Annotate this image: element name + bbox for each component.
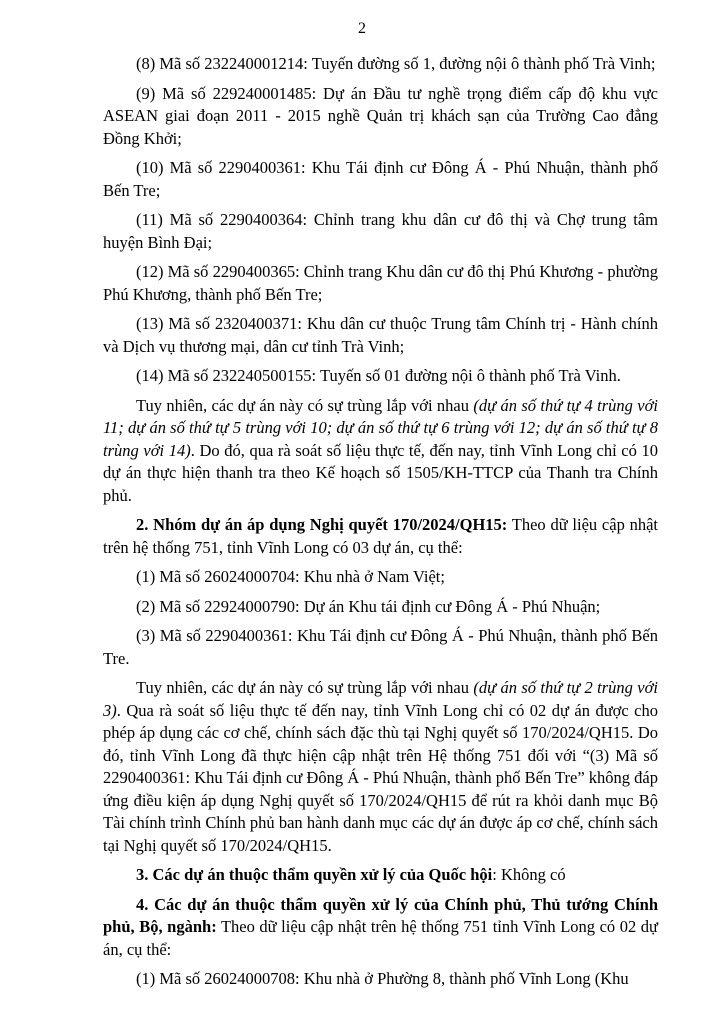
project-item-11: (11) Mã số 2290400364: Chỉnh trang khu dân cư đô thị và Chợ trung tâm huyện Bình Đại; — [103, 210, 658, 252]
project-item-13: (13) Mã số 2320400371: Khu dân cư thuộc Trung tâm Chính trị - Hành chính và Dịch vụ thương mại, dân cư tỉnh Trà Vinh; — [103, 314, 658, 356]
section-3-paragraph — [103, 864, 658, 887]
project-item-9: (9) Mã số 229240001485: Dự án Đầu tư nghề trọng điểm cấp độ khu vực ASEAN giai đoạn 2011 - 2015 nghề Quản trị khách sạn của Trường Cao đẳng Đồng Khởi; — [103, 83, 658, 148]
resolution-project-3: (3) Mã số 2290400361: Khu Tái định cư Đông Á - Phú Nhuận, thành phố Bến Tre. — [103, 626, 658, 668]
section-2-heading: 2. Nhóm dự án áp dụng Nghị quyết 170/2024/QH15: — [136, 515, 508, 534]
section-2-heading-paragraph — [103, 514, 658, 559]
resolution-overlap-paragraph — [103, 677, 658, 857]
project-item-8: (8) Mã số 232240001214: Tuyến đường số 1, đường nội ô thành phố Trà Vinh; — [136, 54, 656, 73]
overlap-note-text: Tuy nhiên, các dự án này có sự trùng lắp với nhau — [136, 395, 474, 415]
project-item-12: (12) Mã số 2290400365: Chỉnh trang Khu dân cư đô thị Phú Khương - phường Phú Khương, thành phố Bến Tre; — [103, 262, 658, 304]
section-3-heading: 3. Các dự án thuộc thẩm quyền xử lý của Quốc hội — [136, 865, 493, 884]
resolution-overlap-italic: (dự án số thứ tự 2 trùng với 3) — [103, 678, 658, 720]
section-4-paragraph — [103, 894, 658, 962]
project-item-14: (14) Mã số 232240500155: Tuyến số 01 đường nội ô thành phố Trà Vinh. — [136, 366, 621, 385]
project-item-10: (10) Mã số 2290400361: Khu Tái định cư Đông Á - Phú Nhuận, thành phố Bến Tre; — [103, 158, 658, 200]
section-4-intro: Theo dữ liệu cập nhật trên hệ thống 751 tỉnh Vĩnh Long có 02 dự án, cụ thể: — [103, 917, 658, 959]
section-4-project-1: (1) Mã số 26024000708: Khu nhà ở Phường 8, thành phố Vĩnh Long (Khu — [136, 969, 629, 988]
section-3-text: : Không có — [492, 865, 566, 884]
document-body — [103, 53, 658, 991]
overlap-note-conclusion: . Do đó, qua rà soát số liệu thực tế, đến nay, tỉnh Vĩnh Long chỉ có 10 dự án thực hiện thanh tra theo Kế hoạch số 1505/KH-TTCP của Thanh tra Chính phủ. — [103, 440, 658, 505]
resolution-overlap-conclusion: . Qua rà soát số liệu thực tế đến nay, tỉnh Vĩnh Long chỉ có 02 dự án được cho phép áp dụng các cơ chế, chính sách đặc thù tại Nghị quyết số 170/2024/QH15. Do đó, tỉnh Vĩnh Long đã thực hiện cập nhật trên Hệ thống 751 đối với “(3) Mã số 2290400361: Khu Tái định cư Đông Á - Phú Nhuận, thành phố Bến Tre” không đáp ứng điều kiện áp dụng Nghị quyết số 170/2024/QH15 để rút ra khỏi danh mục Bộ Tài chính trình Chính phủ ban hành danh mục các dự án được áp cơ chế, chính sách tại Nghị quyết số 170/2024/QH15. — [103, 700, 658, 855]
overlap-note-paragraph — [103, 395, 658, 508]
section-2-intro: Theo dữ liệu cập nhật trên hệ thống 751, tỉnh Vĩnh Long có 03 dự án, cụ thể: — [103, 515, 659, 557]
section-4-heading: 4. Các dự án thuộc thẩm quyền xử lý của Chính phủ, Thủ tướng Chính phủ, Bộ, ngành: — [103, 894, 658, 936]
page-number: 2 — [358, 20, 366, 37]
overlap-note-italic: (dự án số thứ tự 4 trùng với 11; dự án số thứ tự 5 trùng với 10; dự án số thứ tự 6 trùng với 12; dự án số thứ tự 8 trùng với 14) — [103, 395, 658, 460]
resolution-project-1: (1) Mã số 26024000704: Khu nhà ở Nam Việt; — [136, 567, 445, 586]
resolution-overlap-text: Tuy nhiên, các dự án này có sự trùng lắp với nhau — [136, 678, 474, 697]
resolution-project-2: (2) Mã số 22924000790: Dự án Khu tái định cư Đông Á - Phú Nhuận; — [136, 596, 601, 616]
